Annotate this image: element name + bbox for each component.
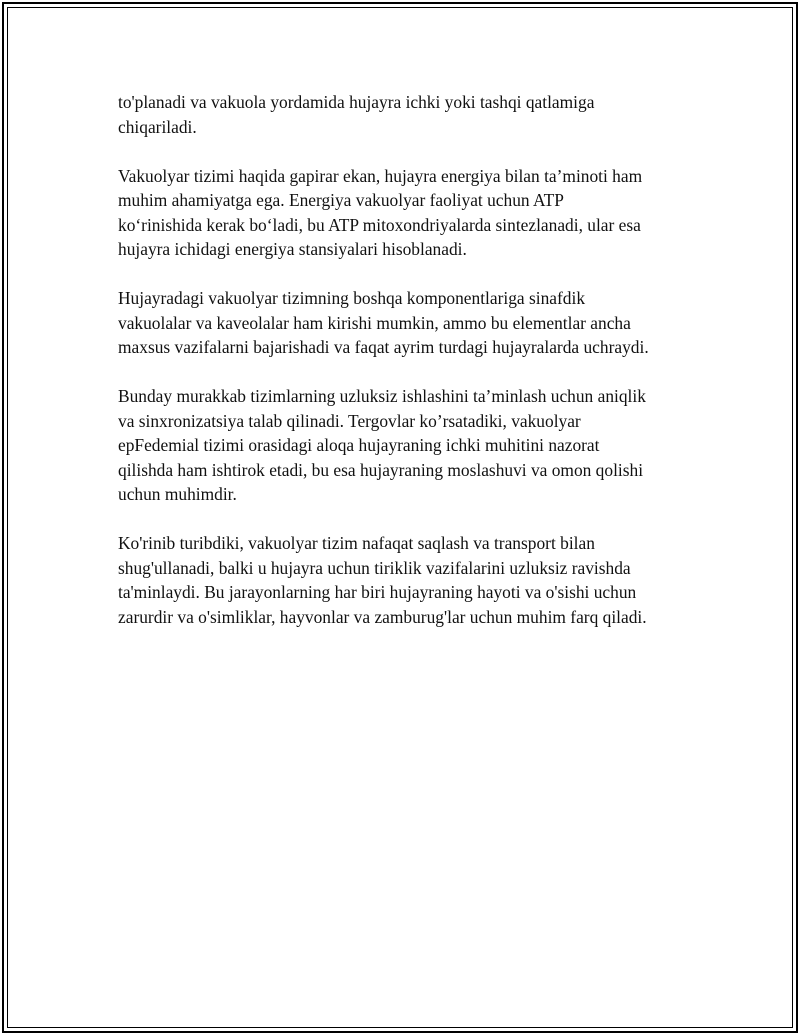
paragraph-1: to'planadi va vakuola yordamida hujayra ichki yoki tashqi qatlamiga chiqariladi. (118, 92, 595, 137)
paragraph-5: Ko'rinib turibdiki, vakuolyar tizim nafaqat saqlash va transport bilan shug'ullanadi, balki u hujayra uchun tiriklik vazifalarini uzluksiz ravishda ta'minlaydi. Bu jarayonlarning har biri hujayraning hayoti va o'sishi uchun zarurdir va o'simliklar, hayvonlar va zamburug'lar uchun muhim farq qiladi. (118, 533, 647, 627)
paragraph-2: Vakuolyar tizimi haqida gapirar ekan, hujayra energiya bilan ta’minoti ham muhim ahamiyatga ega. Energiya vakuolyar faoliyat uchun ATP ko‘rinishida kerak bo‘ladi, bu ATP mitoxondriyalarda sintezlanadi, ular esa hujayra ichidagi energiya stansiyalari hisoblanadi. (118, 165, 643, 259)
paragraph-4: Bunday murakkab tizimlarning uzluksiz ishlashini ta’minlash uchun aniqlik va sinxronizatsiya talab qilinadi. Tergovlar ko’rsatadiki, vakuolyar epFedemial tizimi orasidagi aloqa hujayraning ichki muhitini nazorat qilishda ham ishtirok etadi, bu esa hujayraning moslashuvi va omon qolishi uchun muhimdir. (118, 386, 646, 504)
document-body (118, 90, 698, 654)
paragraph-3: Hujayradagi vakuolyar tizimning boshqa komponentlariga sinafdik vakuolalar va kaveolalar ham kirishi mumkin, ammo bu elementlar ancha maxsus vazifalarni bajarishadi va faqat ayrim turdagi hujayralarda uchraydi. (118, 288, 649, 357)
